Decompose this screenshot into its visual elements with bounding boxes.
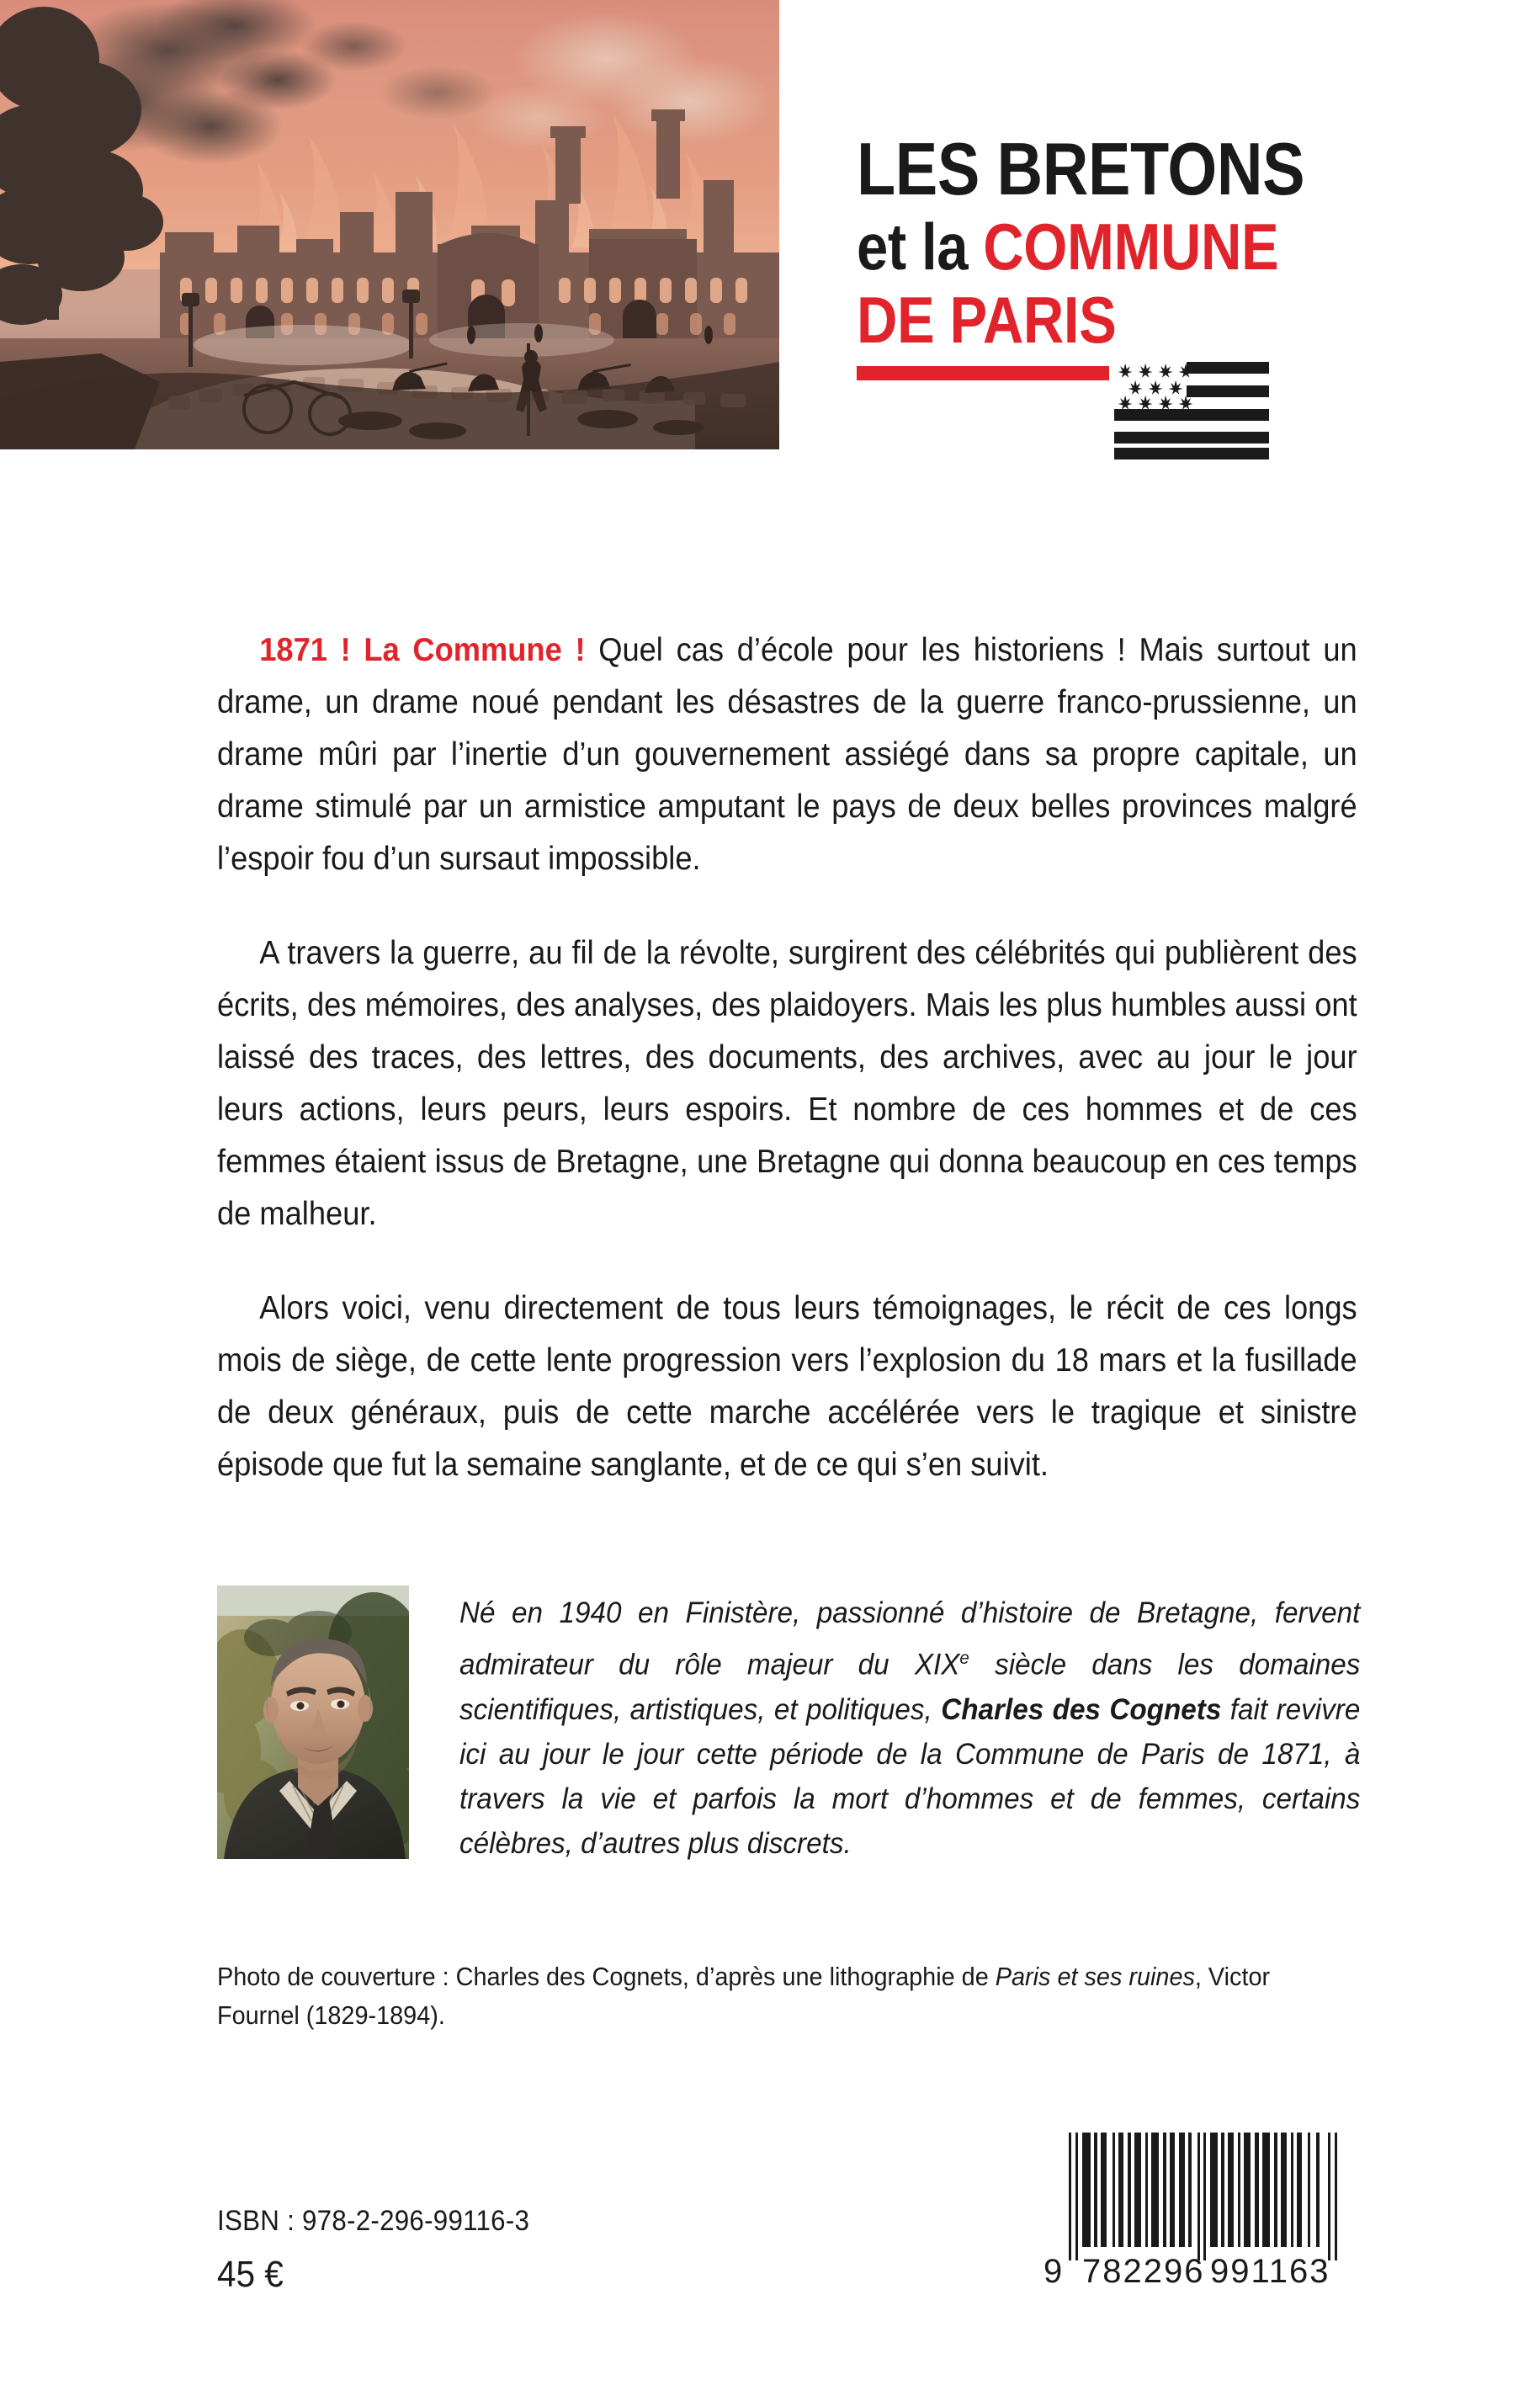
title-et-la: et la: [857, 209, 984, 284]
credit-text: [217, 1957, 1303, 2035]
title-row-de-paris: [857, 283, 1505, 358]
author-bio-ordinal: e: [959, 1647, 969, 1668]
barcode-lead-digit: 9: [1043, 2253, 1063, 2289]
author-bio: [459, 1591, 1360, 1866]
barcode-right-digits: 991163: [1210, 2253, 1330, 2289]
author-bio-part-1: Né en 1940 en Finistère, passionné d’histoire de Bretagne, fervent admirateur du rôle majeur du XIX: [459, 1596, 1361, 1681]
credit-work-title: Paris et ses ruines: [995, 1962, 1195, 1991]
author-bio-part-3: fait revivre ici au jour le jour cette période de la Commune de Paris de 1871, à travers la vie et parfois la mort d’hommes et de femmes, certains célèbres, d’autres plus discrets.: [459, 1692, 1361, 1860]
blurb-paragraph-3: Alors voici, venu directement de tous leurs témoignages, le récit de ces longs mois de siège, de cette lente progression vers l’explosion du 18 mars et la fusillade de deux généraux, puis de cette marche accélérée vers le tragique et sinistre épisode que fut la semaine sanglante, et de ce qui s’en suivit.: [217, 1290, 1357, 1483]
barcode-left-digits: 782296: [1082, 2253, 1205, 2289]
author-bio-text: [459, 1591, 1360, 1866]
isbn-label: ISBN : 978-2-296-99116-3: [217, 2205, 530, 2237]
blurb-paragraph-2: A travers la guerre, au fil de la révolte, surgirent des célébrités qui publièrent des écrits, des mémoires, des analyses, des plaidoyers. Mais les plus humbles aussi ont laissé des traces, des lettres, des documents, des archives, avec au jour le jour leurs actions, leurs peurs, leurs espoirs. Et nombre de ces hommes et de ces femmes étaient issus de Bretagne, une Bretagne qui donna beaucoup en ces temps de malheur.: [217, 935, 1357, 1232]
title-underline-rule: [857, 366, 1134, 380]
burning-hotel-de-ville-lithograph: [0, 0, 779, 449]
title-commune: COMMUNE: [983, 209, 1279, 284]
blurb-text: [217, 624, 1357, 1491]
credit-part-2: , Victor Fournel (1829-1894).: [217, 1962, 1271, 2030]
title-line-les-bretons: LES BRETONS: [857, 127, 1305, 210]
blurb-lead-in: 1871 ! La Commune !: [259, 632, 586, 668]
breton-flag-icon: [1109, 360, 1269, 461]
author-bio-part-2: siècle dans les domaines scientifiques, artistiques, et politiques,: [459, 1648, 1361, 1726]
credit-part-1: Photo de couverture : Charles des Cognets, d’après une lithographie de: [217, 1962, 996, 1991]
blurb-paragraph-1: [217, 624, 1357, 885]
cover-illustration: [0, 0, 779, 449]
title-block: [857, 127, 1505, 380]
author-photo: [217, 1586, 409, 1859]
cover-photo-credit: [217, 1957, 1303, 2035]
author-portrait-image: [217, 1586, 409, 1859]
blurb-paragraph-1-rest: Quel cas d’école pour les historiens ! Mais surtout un drame, un drame noué pendant les désastres de la guerre franco-prussienne, un drame mûri par l’inertie d’un gouvernement assiégé dans sa propre capitale, un drame stimulé par un armistice amputant le pays de deux belles provinces malgré l’espoir fou d’un sursaut impossible.: [217, 632, 1357, 877]
ean13-barcode: [1042, 2121, 1355, 2289]
title-line-de-paris: DE PARIS: [857, 283, 1117, 358]
price-label: 45 €: [217, 2254, 284, 2295]
title-line-et-la-commune: [857, 209, 1414, 284]
author-name: Charles des Cognets: [941, 1692, 1222, 1726]
